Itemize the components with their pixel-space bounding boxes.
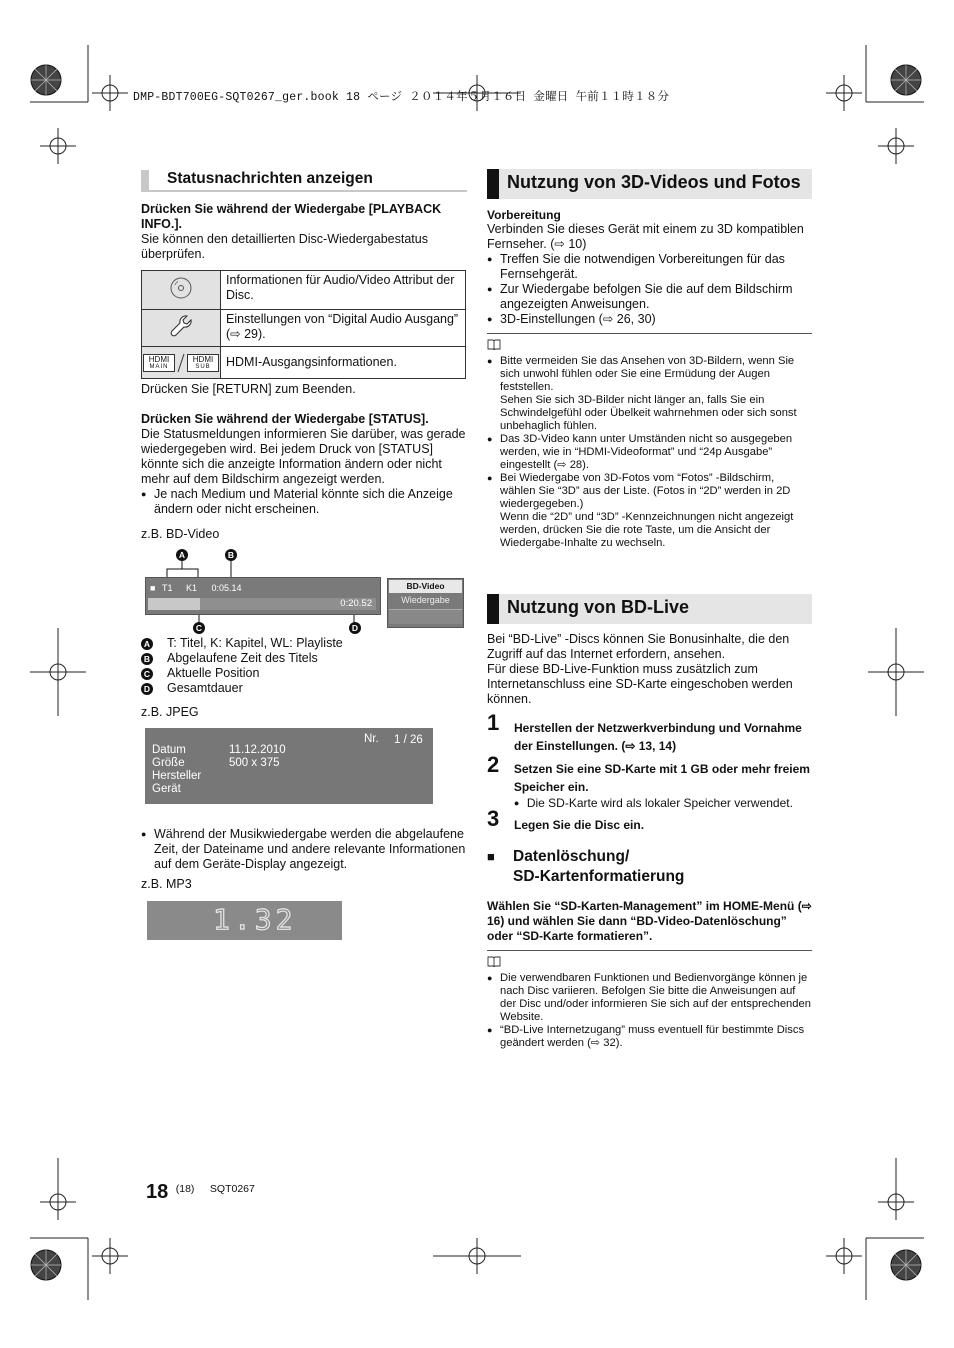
osd-legend	[141, 636, 471, 720]
mp3-display-value: 1.32	[213, 903, 297, 936]
step-item	[487, 752, 812, 811]
bd-osd-diagram	[141, 545, 467, 637]
info-table	[141, 270, 466, 379]
osd-bar	[145, 577, 381, 615]
right-column	[487, 169, 812, 550]
list-item: ● Während der Musikwiedergabe werden die abgelaufene Zeit, der Dateiname und andere relevante Informationen auf dem Geräte-Display angezeigt.	[141, 827, 467, 872]
table-row	[142, 310, 466, 347]
playback-info-bold: Drücken Sie während der Wiedergabe [PLAYBACK INFO.].	[141, 202, 442, 231]
step-text: Legen Sie die Disc ein.	[514, 818, 645, 832]
doc-code: SQT0267	[209, 1183, 255, 1195]
bdlive-intro-1: Bei “BD-Live” -Discs können Sie Bonusinhalte, die den Zugriff auf das Internet erfordern, ansehen.	[487, 632, 790, 661]
subsection-sd	[487, 847, 812, 887]
list-item: ● 3D-Einstellungen (⇨ 26, 30)	[487, 312, 812, 327]
example-bd-label: z.B. BD-Video	[141, 527, 220, 541]
sd-instruction: Wählen Sie “SD-Karten-Management” im HOME-Menü (⇨ 16) und wählen Sie dann “BD-Video-Datenlöschung” oder “SD-Karte formatieren”.	[487, 899, 812, 943]
marker-b: B	[225, 549, 237, 561]
page-number-paren: (18)	[175, 1183, 195, 1195]
steps	[487, 710, 812, 834]
page-footer	[146, 1182, 255, 1202]
list-item: ● “BD-Live Internetzugang” muss eventuell für bestimmte Discs geändert werden (⇨ 32).	[487, 1024, 812, 1050]
table-cell: Einstellungen von “Digital Audio Ausgang” (⇨ 29).	[221, 310, 466, 347]
osd-title: T1	[161, 583, 173, 593]
mp3-display	[147, 901, 342, 940]
hdmi-sub-icon: HDMI SUB	[187, 354, 219, 372]
bdlive-intro-2: Für diese BD-Live-Funktion muss zusätzlich zum Internetanschluss eine SD-Karte eingeschoben werden können.	[487, 662, 793, 706]
osd-side-panel	[387, 578, 464, 628]
table-cell: HDMI-Ausgangsinformationen.	[221, 347, 466, 379]
playback-info-instruction	[141, 202, 467, 262]
left-column	[141, 170, 467, 542]
list-item: ● Bei Wiedergabe von 3D-Fotos vom “Fotos” -Bildschirm, wählen Sie “3D” aus der Liste. (Fotos in “2D” werden in 2D wiedergegeben.) Wenn die “2D” und “3D” -Kennzeichnungen nicht angezeigt werden, drücken Sie die rote Taste, um die Ansicht der Wiedergabe-Inhalte zu wechseln.	[487, 472, 812, 550]
osd-side-title: BD-Video	[389, 580, 462, 593]
hdmi-main-icon: HDMI MAIN	[143, 354, 175, 372]
hdmi-icon	[142, 347, 221, 379]
list-item: ● Die verwendbaren Funktionen und Bedienvorgänge können je nach Disc variieren. Befolgen Sie bitte die Anweisungen auf der Disc und/oder informieren Sie sich auf der entsprechenden Website.	[487, 972, 812, 1024]
playback-info-text: Sie können den detaillierten Disc-Wiedergabestatus überprüfen.	[141, 232, 428, 261]
step-text: Setzen Sie eine SD-Karte mit 1 GB oder mehr freiem Speicher ein.	[513, 762, 810, 794]
legend-item: C Aktuelle Position	[141, 666, 471, 681]
legend-item: D Gesamtdauer	[141, 681, 471, 696]
list-item: ● Das 3D-Video kann unter Umständen nicht so ausgegeben werden, wie in “HDMI-Videoformat” und “24p Ausgabe” eingestellt (⇨ 28).	[487, 433, 812, 472]
status-text: Die Statusmeldungen informieren Sie darüber, was gerade wiedergegeben wird. Bei jedem Druck von [STATUS] könnte sich die anzeigte Information ändern oder nicht mehr auf dem Bildschirm angezeigt werden.	[141, 427, 466, 486]
section-title-bdlive: Nutzung von BD-Live	[487, 594, 812, 624]
file-header-line: DMP-BDT700EG-SQT0267_ger.book 18 ページ ２０１４年５月１６日 金曜日 午前１１時１８分	[133, 91, 670, 104]
legend-item: A T: Titel, K: Kapitel, WL: Playliste	[141, 636, 471, 651]
osd-progress-track	[148, 598, 376, 610]
subsection-title-line2: SD-Kartenformatierung	[513, 868, 685, 885]
subsection-title-line1: Datenlöschung/	[513, 848, 630, 865]
legend-item: B Abgelaufene Zeit des Titels	[141, 651, 471, 666]
list-item: ● Je nach Medium und Material könnte sich die Anzeige ändern oder nicht erscheinen.	[141, 487, 467, 517]
osd-chapter: K1	[185, 583, 197, 593]
status-bold: Drücken Sie während der Wiedergabe [STATUS].	[141, 412, 429, 426]
note-book-icon	[487, 339, 812, 352]
step-text: Herstellen der Netzwerkverbindung und Vornahme der Einstellungen. (⇨ 13, 14)	[514, 721, 802, 753]
disc-icon	[142, 271, 221, 310]
list-item: ● Treffen Sie die notwendigen Vorbereitungen für das Fernsehgerät.	[487, 252, 812, 282]
jpeg-row: Gerät	[152, 783, 181, 795]
square-bullet-icon: ■	[487, 849, 495, 864]
step-number: 2	[487, 752, 500, 777]
step-item	[487, 710, 812, 755]
page-number: 18	[146, 1181, 169, 1203]
note-list-bdlive	[487, 972, 812, 1050]
section-title-status: Statusnachrichten anzeigen	[141, 170, 467, 192]
osd-elapsed: 0:05.14	[211, 583, 242, 593]
jpeg-osd	[145, 728, 433, 804]
jpeg-nr-value: 1 / 26	[394, 734, 423, 746]
table-row	[142, 271, 466, 310]
list-item: ● Zur Wiedergabe befolgen Sie die auf dem Bildschirm angezeigten Anweisungen.	[487, 282, 812, 312]
vorbereitung-text: Verbinden Sie dieses Gerät mit einem zu 3D kompatiblen Fernseher. (⇨ 10)	[487, 222, 804, 251]
jpeg-row: Hersteller	[152, 770, 202, 782]
marker-c: C	[193, 622, 205, 634]
wrench-icon	[142, 310, 221, 347]
list-item: ● Bitte vermeiden Sie das Ansehen von 3D-Bildern, wenn Sie sich unwohl fühlen oder Sie eine Ermüdung der Augen feststellen. Sehen Sie sich 3D-Bilder nicht länger an, falls Sie ein Schwindelgefühl oder Übelkeit wahrnehmen oder sich sonst unbehaglich fühlen.	[487, 355, 812, 433]
jpeg-row: Größe 500 x 375	[152, 757, 280, 769]
marker-a: A	[176, 549, 188, 561]
section-title-3d: Nutzung von 3D-Videos und Fotos	[487, 169, 812, 199]
jpeg-nr-label: Nr.	[364, 733, 379, 745]
note-book-icon	[487, 956, 812, 969]
vorbereitung-label: Vorbereitung	[487, 208, 561, 222]
right-column-bdlive	[487, 594, 812, 1050]
step-item	[487, 806, 812, 834]
osd-total: 0:20.52	[340, 598, 372, 609]
note-list-3d	[487, 355, 812, 550]
return-text: Drücken Sie [RETURN] zum Beenden.	[141, 382, 356, 396]
status-instruction	[141, 412, 467, 517]
list-item: ● Die SD-Karte wird als lokaler Speicher verwendet.	[514, 796, 812, 811]
table-row	[142, 347, 466, 379]
step-number: 1	[487, 710, 500, 735]
jpeg-row: Datum 11.12.2010	[152, 744, 286, 756]
marker-d: D	[349, 622, 361, 634]
music-info	[141, 827, 467, 892]
osd-side-sub: Wiedergabe	[401, 595, 450, 605]
example-mp3-label: z.B. MP3	[141, 877, 192, 891]
step-number: 3	[487, 806, 500, 831]
example-jpeg-label: z.B. JPEG	[141, 705, 199, 719]
osd-square-icon: ■	[150, 583, 156, 593]
table-cell: Informationen für Audio/Video Attribut der Disc.	[221, 271, 466, 310]
vorbereitung-list	[487, 252, 812, 327]
osd-progress-fill	[148, 598, 200, 610]
